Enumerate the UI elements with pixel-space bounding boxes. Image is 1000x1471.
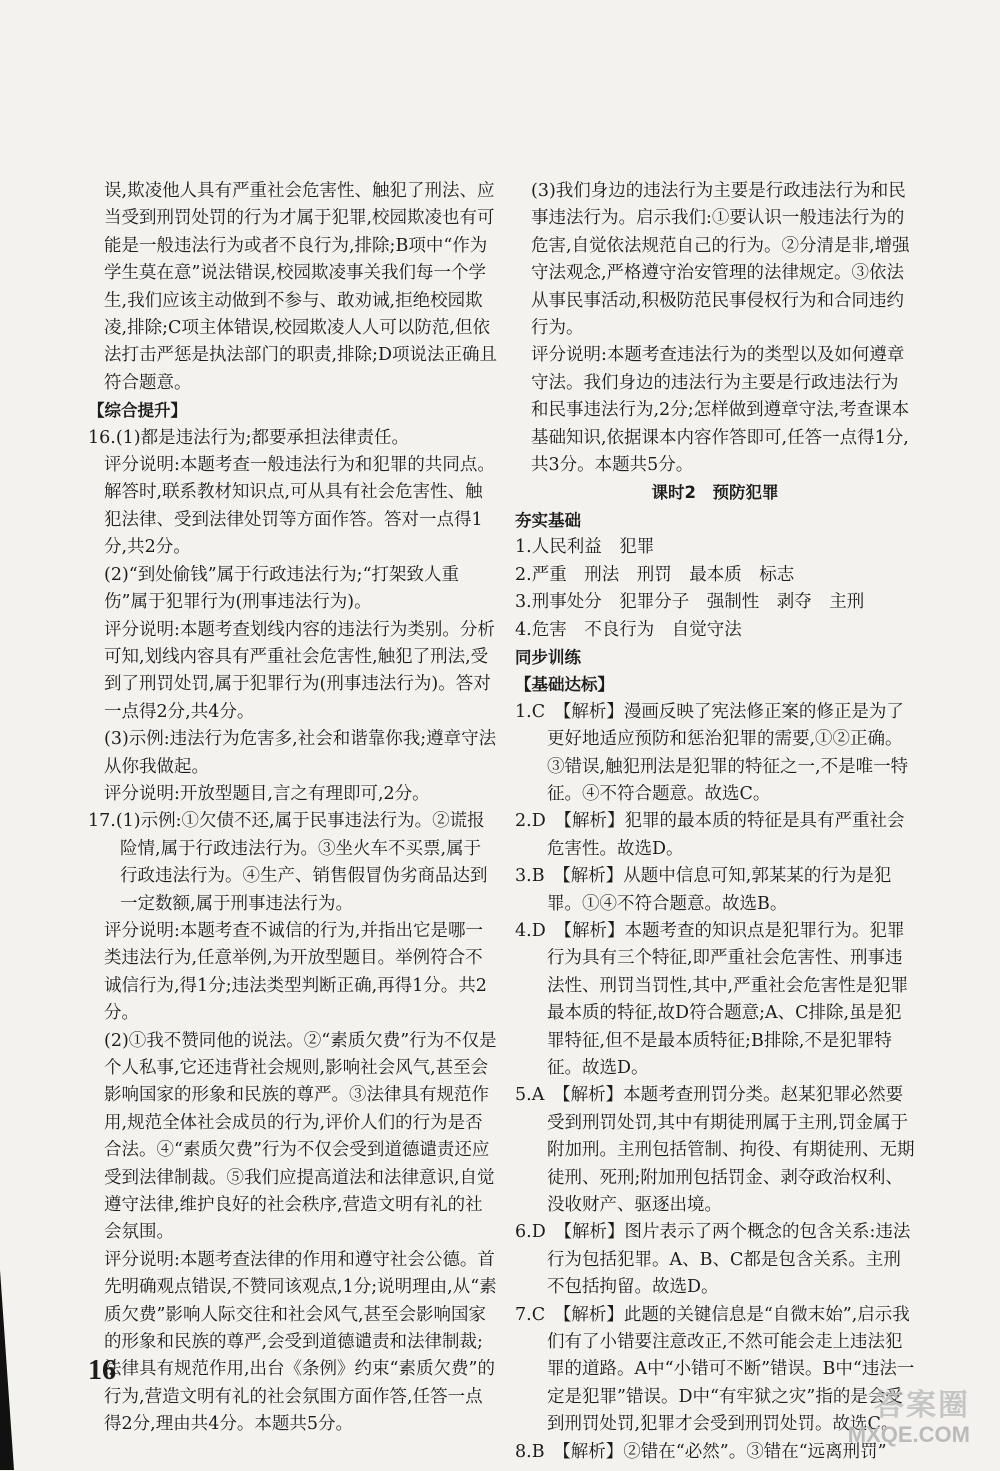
right-paragraph: 1.人民利益 犯罪 <box>515 537 655 558</box>
left-paragraph: 评分说明:本题考查不诚信的行为,并指出它是哪一类违法行为,任意举例,为开放型题目。举例符合不诚信行为,得1分;违法类型判断正确,再得1分。共2分。 <box>104 920 487 1024</box>
right-paragraph: 2.D 【解析】犯罪的最本质的特征是具有严重社会危害性。故选D。 <box>515 811 905 859</box>
page-number: 16 <box>88 1355 116 1386</box>
right-paragraph: 7.C 【解析】此题的关键信息是“自微末始”,启示我们有了小错要注意改正,不然可能会走上违法犯罪的道路。A中“小错可不断”错误。B中“违法一定是犯罪”错误。D中“有牢狱之灾”指的是会受到刑罚处罚,犯罪才会受到刑罚处罚。故选C。 <box>515 1304 915 1435</box>
right-paragraph: 课时2 预防犯罪 <box>651 483 779 503</box>
left-paragraph: 16.(1)都是违法行为;都要承担法律责任。 <box>88 427 410 448</box>
right-paragraph: 2.严重 刑法 刑罚 最本质 标志 <box>515 564 795 585</box>
right-paragraph: 5.A 【解析】本题考查刑罚分类。赵某犯罪必然要受到刑罚处罚,其中有期徒刑属于主刑,罚金属于附加刑。主刑包括管制、拘役、有期徒刑、无期徒刑、死刑;附加刑包括罚金、剥夺政治权利、没收财产、驱逐出境。 <box>515 1085 915 1216</box>
right-paragraph: 4.D 【解析】本题考查的知识点是犯罪行为。犯罪行为具有三个特征,即严重社会危害性、刑事违法性、刑罚当罚性,其中,严重社会危害性是犯罪最本质的特征,故D符合题意;A、C排除,虽是犯罪特征,但不是最本质特征;B排除,不是犯罪特征。故选D。 <box>515 920 909 1078</box>
left-paragraph: 17.(1)示例:①欠债不还,属于民事违法行为。②谎报险情,属于行政违法行为。③坐火车不买票,属于行政违法行为。④生产、销售假冒伪劣商品达到一定数额,属于刑事违法行为。 <box>88 811 488 914</box>
scan-edge-shadow <box>0 1270 14 1470</box>
right-paragraph: 8.B 【解析】②错在“必然”。③错在“远离刑罚” <box>515 1441 887 1462</box>
right-paragraph: 1.C 【解析】漫画反映了宪法修正案的修正是为了更好地适应预防和惩治犯罪的需要,①②正确。③错误,触犯刑法是犯罪的特征之一,不是唯一特征。④不符合题意。故选C。 <box>515 701 909 804</box>
left-paragraph: (3)示例:违法行为危害多,社会和谐靠你我;遵章守法从你我做起。 <box>104 729 497 777</box>
left-paragraph: 评分说明:本题考查一般违法行为和犯罪的共同点。解答时,联系教材知识点,可从具有社会危害性、触犯法律、受到法律处罚等方面作答。答对一点得1分,共2分。 <box>104 455 495 558</box>
left-paragraph: 误,欺凌他人具有严重社会危害性、触犯了刑法、应当受到刑罚处罚的行为才属于犯罪,校园欺凌也有可能是一般违法行为或者不良行为,排除;B项中“作为学生莫在意”说法错误,校园欺凌事关我们每一个学生,我们应该主动做到不参与、敢劝诫,拒绝校园欺凌,排除;C项主体错误,校园欺凌人人可以防范,但依法打击严惩是执法部门的职责,排除;D项说法正确且符合题意。 <box>104 181 497 393</box>
right-paragraph: 4.危害 不良行为 自觉守法 <box>515 619 742 640</box>
right-paragraph: 评分说明:本题考查违法行为的类型以及如何遵章守法。我们身边的违法行为主要是行政违法行为和民事违法行为,2分;怎样做到遵章守法,考查课本基础知识,依据课本内容作答即可,任答一点得1分,共3分。本题共5分。 <box>531 345 910 476</box>
left-paragraph: (2)“到处偷钱”属于行政违法行为;“打架致人重伤”属于犯罪行为(刑事违法行为)。 <box>104 564 460 613</box>
left-column <box>88 178 498 1439</box>
right-paragraph: (3)我们身边的违法行为主要是行政违法行为和民事违法行为。启示我们:①要认识一般违法行为的危害,自觉依法规范自己的行为。②分清是非,增强守法观念,严格遵守治安管理的法律规定。③依法从事民事活动,积极防范民事侵权行为和合同违约行为。 <box>531 181 910 339</box>
right-paragraph: 同步训练 <box>515 647 581 667</box>
left-paragraph: (2)①我不赞同他的说法。②“素质欠费”行为不仅是个人私事,它还违背社会规则,影响社会风气,甚至会影响国家的形象和民族的尊严。③法律具有规范作用,规范全体社会成员的行为,评价人们的行为是否合法。④“素质欠费”行为不仅会受到道德谴责还应受到法律制裁。⑤我们应提高道法和法律意识,自觉遵守法律,维护良好的社会秩序,营造文明有礼的社会氛围。 <box>104 1030 497 1243</box>
right-paragraph: 【基础达标】 <box>515 675 614 695</box>
left-paragraph: 【综合提升】 <box>88 401 187 421</box>
right-paragraph: 6.D 【解析】图片表示了两个概念的包含关系:违法行为包括犯罪。A、B、C都是包含关系。主刑不包括拘留。故选D。 <box>515 1222 911 1298</box>
watermark-logo: 答案圈 <box>874 1389 970 1422</box>
left-paragraph: 评分说明:本题考查法律的作用和遵守社会公德。首先明确观点错误,不赞同该观点,1分;说明理由,从“素质欠费”影响人际交往和社会风气,甚至会影响国家的形象和民族的尊严,会受到道德谴责和法律制裁;法律具有规范作用,出台《条例》约束“素质欠费”的行为,营造文明有礼的社会氛围方面作答,任答一点得2分,理由共4分。本题共5分。 <box>104 1249 497 1435</box>
left-paragraph: 评分说明:本题考查划线内容的违法行为类别。分析可知,划线内容具有严重社会危害性,触犯了刑法,受到了刑罚处罚,属于犯罪行为(刑事违法行为)。答对一点得2分,共4分。 <box>104 619 495 722</box>
right-column <box>515 178 915 1466</box>
left-paragraph: 评分说明:开放型题目,言之有理即可,2分。 <box>104 783 430 804</box>
right-paragraph: 夯实基础 <box>515 510 581 530</box>
right-paragraph: 3.刑事处分 犯罪分子 强制性 剥夺 主刑 <box>515 592 865 613</box>
watermark-url: MXQE.COM <box>847 1422 970 1447</box>
right-paragraph: 3.B 【解析】从题中信息可知,郭某某的行为是犯罪。①④不符合题意。故选B。 <box>515 866 892 914</box>
